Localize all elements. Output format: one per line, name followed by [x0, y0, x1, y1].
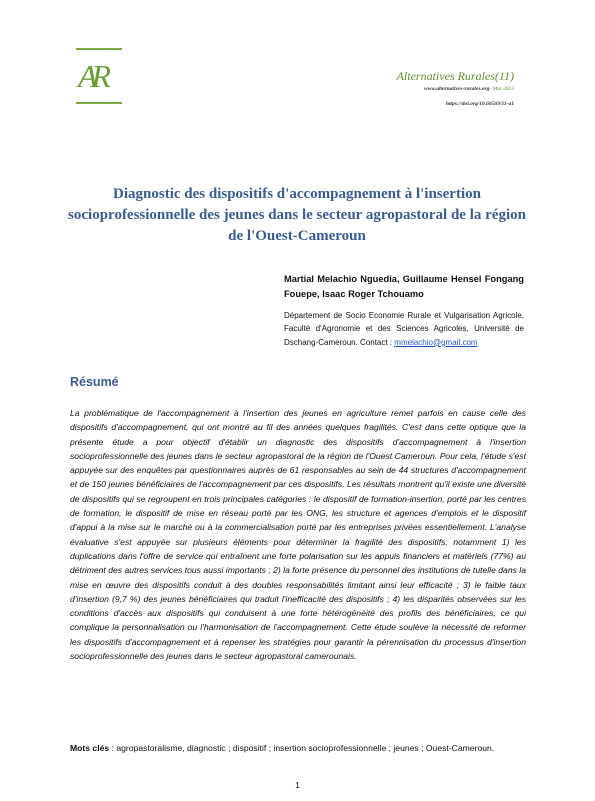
journal-site-url: www.alternatives-rurales.org — [424, 86, 490, 92]
author-affiliation — [284, 309, 524, 349]
journal-date: - Mai 2023 — [489, 86, 514, 92]
logo-top-bar — [76, 48, 122, 50]
logo-bottom-bar — [76, 102, 122, 104]
keywords-paragraph — [70, 741, 526, 755]
keywords-label: Mots clés — [70, 743, 110, 753]
journal-website — [424, 86, 514, 92]
logo-lettering: AR — [78, 58, 106, 94]
article-title: Diagnostic des dispositifs d'accompagnement à l'insertion socioprofessionnelle des jeunes dans le secteur agropastoral de la région de l'Ouest-Cameroun — [68, 186, 526, 244]
journal-logo — [76, 46, 122, 108]
page-number: 1 — [295, 780, 300, 790]
contact-email-link[interactable]: mmelachio@gmail.com — [394, 337, 478, 347]
affiliation-text: Département de Socio Economie Rurale et Vulgarisation Agricole, Faculté d'Agronomie et des Sciences Agricoles, Université de Dschang-Cameroun. Contact : — [284, 311, 524, 347]
abstract-heading: Résumé — [70, 375, 119, 389]
abstract-body: La problématique de l'accompagnement à l'insertion des jeunes en agriculture remet parfois en cause celle des dispositifs d'accompagnement, qui ont montré au fil des années quelques fragilités. C'est dans cette optique que la présente étude a pour objectif d'établir un diagnostic des dispositifs d'accompagnement à l'insertion socioprofessionnelle des jeunes dans le secteur agropastoral de la région de l'Ouest Cameroun. Pour cela, l'étude s'est appuyée sur des enquêtes par questionnaires auprès de 61 responsables au sein de 44 structures d'accompagnement et de 150 jeunes bénéficiaires de l'accompagnement par ces dispositifs. Les résultats montrent qu'il existe une diversité de dispositifs qui se regroupent en trois principales catégories : le dispositif de formation-insertion, porté par les centres de formation, le dispositif de mise en réseau porté par les ONG, les structure et agences d'emplois et le dispositif d'appui à la mise sur le marché ou à la commercialisation porté par les entreprises privées essentiellement. L'analyse évaluative s'est appuyée sur plusieurs éléments pour déterminer la fragilité des dispositifs, notamment 1) les duplications dans l'offre de service qui entraînent une forte polarisation sur les appuis financiers et matériels (77%) au détriment des autres services tous aussi importants ; 2) la forte présence du personnel des institutions de tutelle dans la mise en œuvre des dispositifs conduit à des doubles responsabilités limitant ainsi leur efficacité ; 3) le faible taux d'insertion (9,7 %) des jeunes bénéficiaires qui traduit l'inefficacité des dispositifs ; 4) les disparités observées sur les conditions d'accès aux dispositifs qui conduisent à une forte hétérogénéité des profils des bénéficiaires, ce qui complique la personnalisation ou l'harmonisation de l'accompagnement. Cette étude soulève la nécessité de reformer les dispositifs d'accompagnement et à repenser les stratégies pour garantir la pérennisation du processus d'insertion socioprofessionnelle des jeunes dans le secteur agropastoral camerounais. — [70, 408, 526, 662]
journal-title: Alternatives Rurales(11) — [396, 69, 514, 83]
keywords-text: : agropastoralisme, diagnostic ; dispositif ; insertion socioprofessionnelle ; jeunes ; Ouest-Cameroun. — [109, 743, 495, 753]
author-list: Martial Melachio Nguedia, Guillaume Hensel Fongang Fouepe, Isaac Roger Tchouamo — [284, 274, 524, 299]
doi-link[interactable]: https://doi.org/10.60569/11-a1 — [445, 101, 514, 107]
